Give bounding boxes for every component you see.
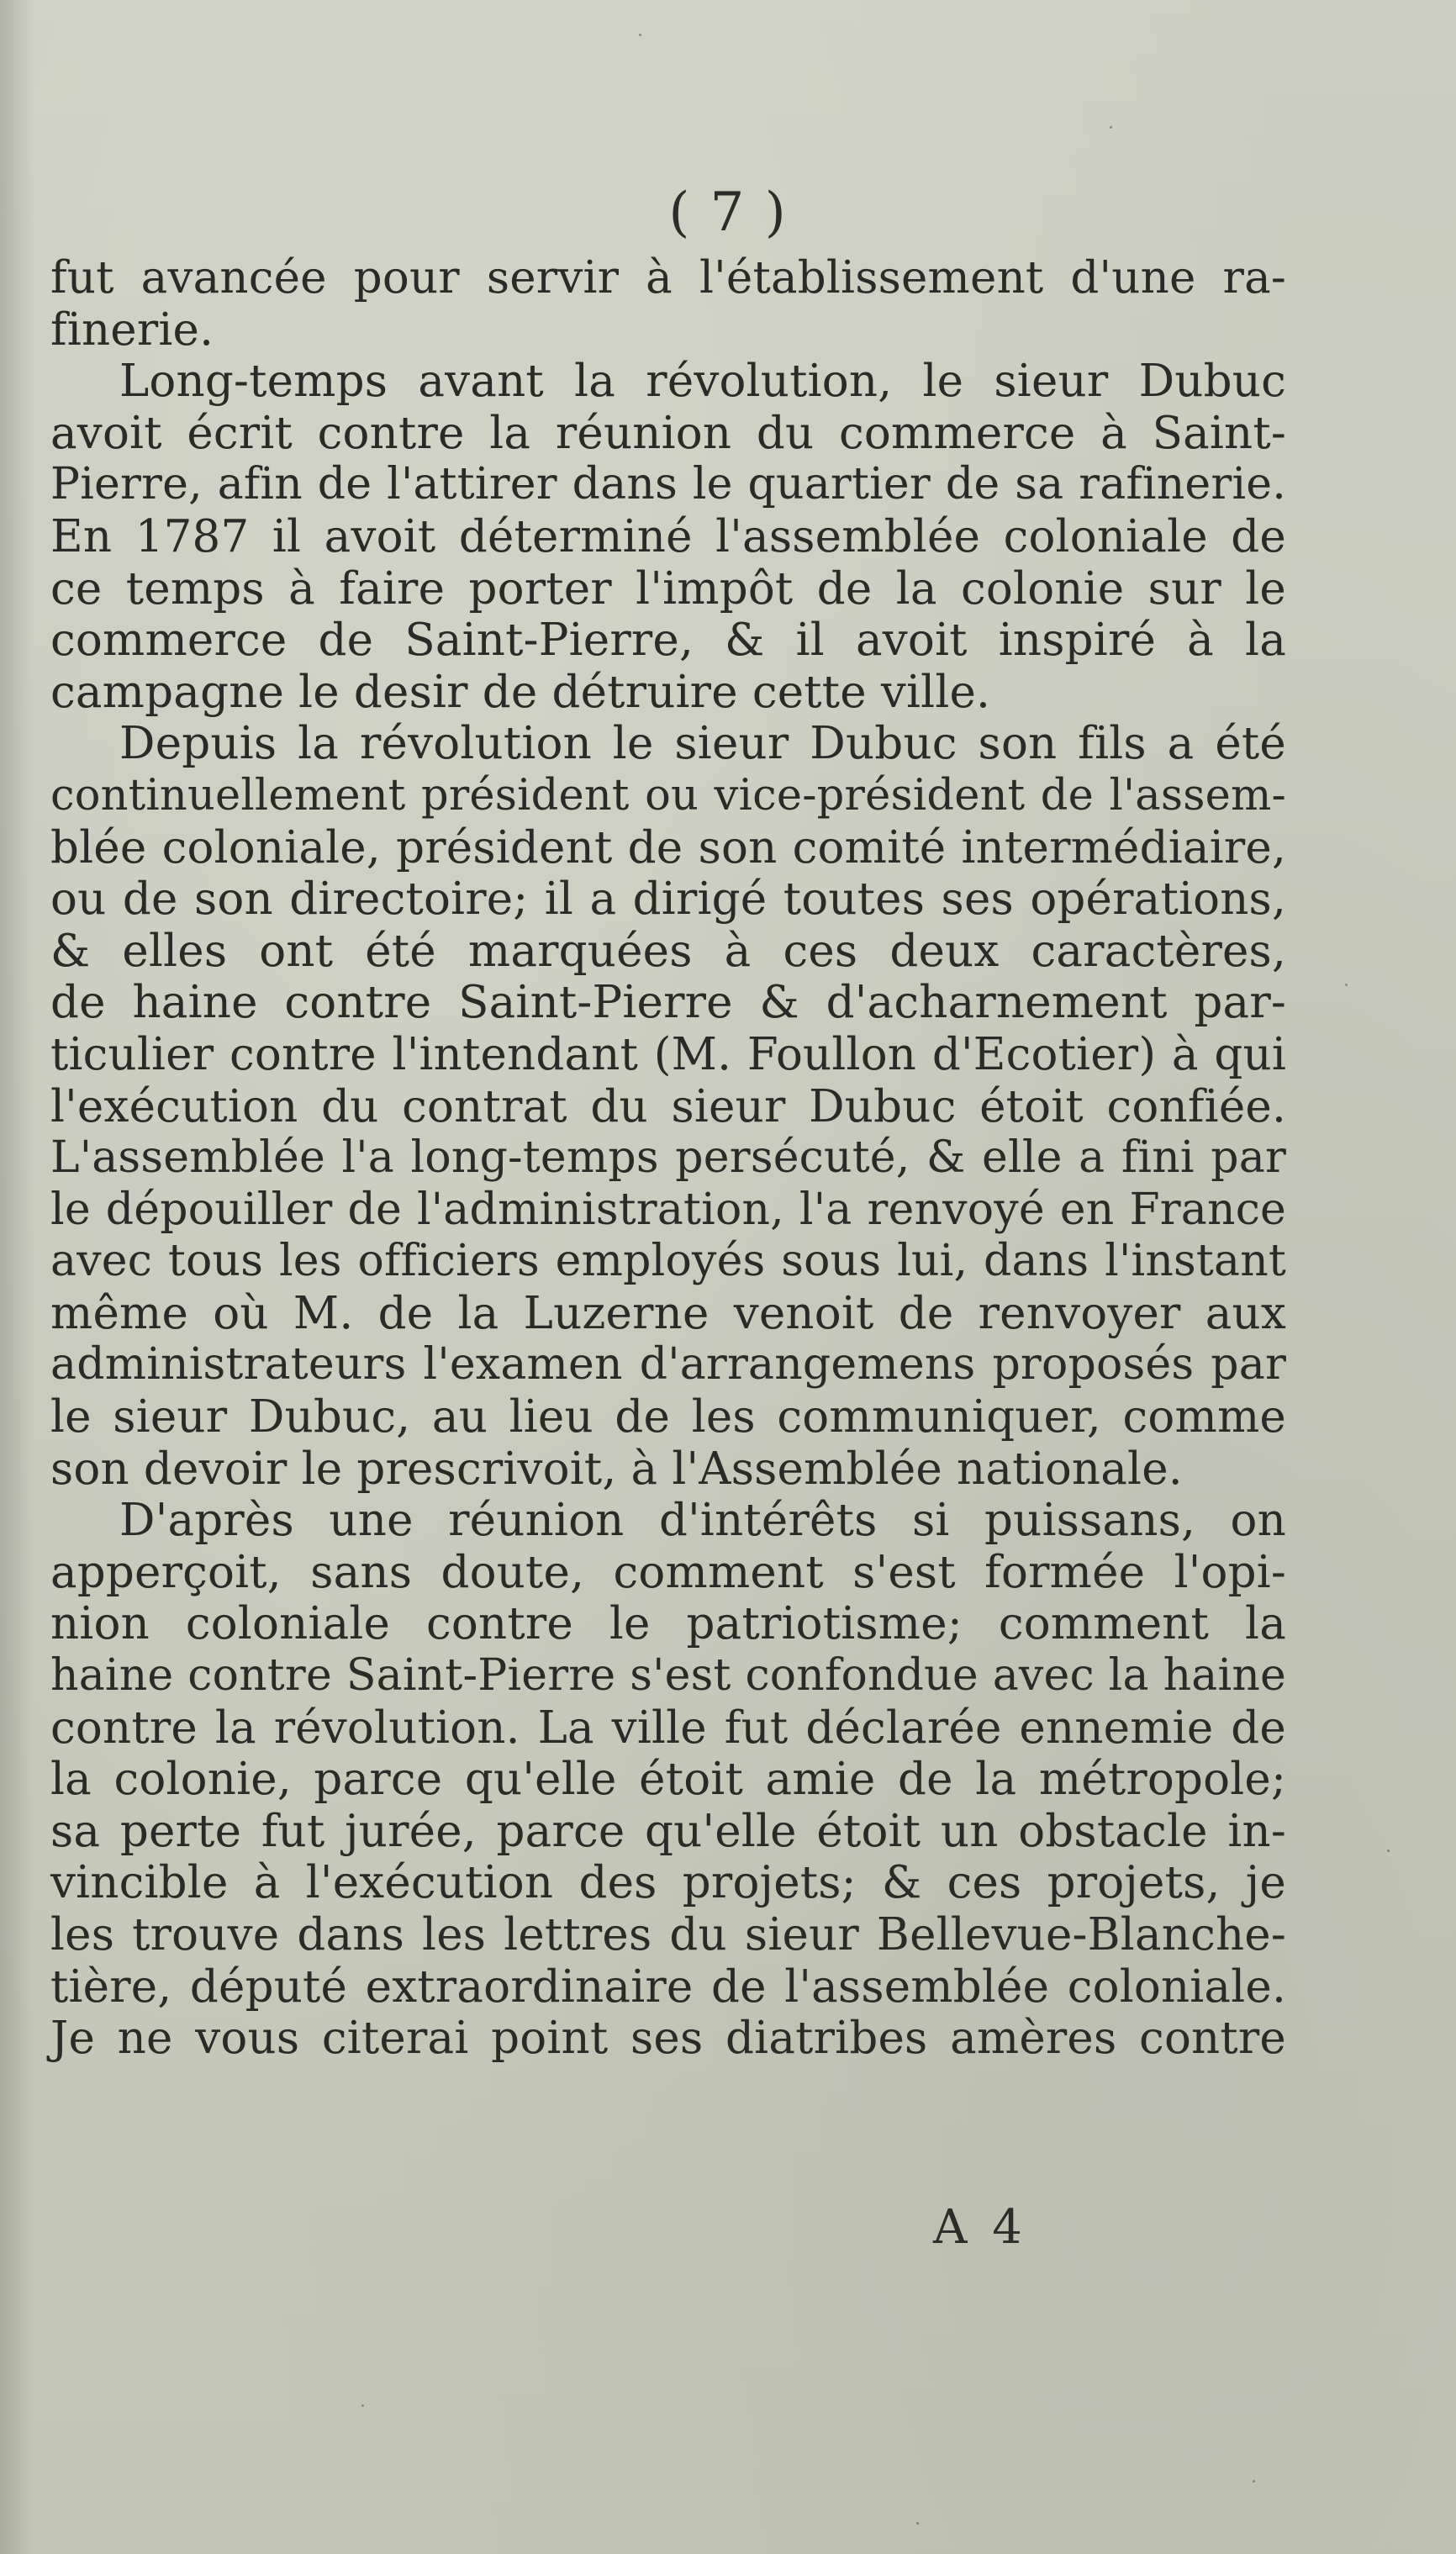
text-line: son devoir le prescrivoit, à l'Assemblée nationale. xyxy=(50,1443,1183,1495)
page-number: ( 7 ) xyxy=(668,182,788,244)
text-line: fut avancée pour servir à l'établissement d'une ra- xyxy=(50,252,1286,303)
text-line: avoit écrit contre la réunion du commerce à Saint- xyxy=(50,407,1286,459)
text-line: nion coloniale contre le patriotisme; comment la xyxy=(50,1598,1286,1650)
text-line: L'assemblée l'a long-temps persécuté, & elle a fini par xyxy=(50,1132,1286,1184)
text-line: même où M. de la Luzerne venoit de renvoyer aux xyxy=(50,1287,1286,1339)
text-line: commerce de Saint-Pierre, & il avoit inspiré à la xyxy=(50,615,1286,667)
text-line: vincible à l'exécution des projets; & ces projets, je xyxy=(50,1857,1286,1909)
text-line: le sieur Dubuc, au lieu de les communiquer, comme xyxy=(50,1391,1286,1443)
page-edge-shadow xyxy=(0,0,34,2554)
text-line: finerie. xyxy=(50,303,214,356)
text-line: sa perte fut jurée, parce qu'elle étoit un obstacle in- xyxy=(50,1805,1286,1857)
text-line: de haine contre Saint-Pierre & d'acharnement par- xyxy=(50,977,1286,1029)
text-line: D'après une réunion d'intérêts si puissans, on xyxy=(119,1495,1286,1547)
paper-speck xyxy=(639,34,641,36)
paper-speck xyxy=(1345,984,1348,986)
body-text xyxy=(50,252,1286,2065)
text-line: tière, député extraordinaire de l'assemblée coloniale. xyxy=(50,1960,1286,2013)
paper-speck xyxy=(361,2404,364,2407)
text-line: ou de son directoire; il a dirigé toutes ses opérations, xyxy=(50,873,1286,926)
paper-speck xyxy=(1253,2480,1255,2483)
text-line: la colonie, parce qu'elle étoit amie de la métropole; xyxy=(50,1754,1286,1806)
text-line: haine contre Saint-Pierre s'est confondue avec la haine xyxy=(50,1650,1286,1702)
text-line: avec tous les officiers employés sous lui, dans l'instant xyxy=(50,1236,1286,1287)
text-line: blée coloniale, président de son comité intermédiaire, xyxy=(50,821,1286,873)
text-line: En 1787 il avoit déterminé l'assemblée coloniale de xyxy=(50,510,1286,562)
text-line: l'exécution du contrat du sieur Dubuc étoit confiée. xyxy=(50,1080,1286,1132)
text-line: & elles ont été marquées à ces deux caractères, xyxy=(50,925,1286,977)
text-line: contre la révolution. La ville fut déclarée ennemie de xyxy=(50,1702,1286,1754)
text-line: ce temps à faire porter l'impôt de la colonie sur le xyxy=(50,562,1286,615)
text-line: ticulier contre l'intendant (M. Foullon d'Ecotier) à qui xyxy=(50,1028,1286,1080)
text-line: Je ne vous citerai point ses diatribes amères contre xyxy=(50,2013,1286,2065)
text-line: administrateurs l'examen d'arrangemens proposés par xyxy=(50,1339,1286,1390)
signature-mark: A 4 xyxy=(933,2200,1027,2255)
paper-speck xyxy=(1110,126,1112,129)
text-line: continuellement président ou vice-président de l'assem- xyxy=(50,770,1286,821)
text-line: apperçoit, sans doute, comment s'est formée l'opi- xyxy=(50,1546,1286,1598)
text-line: Pierre, afin de l'attirer dans le quartier de sa rafinerie. xyxy=(50,459,1286,510)
text-line: campagne le desir de détruire cette ville. xyxy=(50,666,991,718)
text-line: les trouve dans les lettres du sieur Bellevue-Blanche- xyxy=(50,1909,1286,1960)
text-line: Long-temps avant la révolution, le sieur Dubuc xyxy=(119,356,1286,408)
paper-speck xyxy=(916,2522,919,2525)
text-line: Depuis la révolution le sieur Dubuc son fils a été xyxy=(119,718,1286,770)
text-line: le dépouiller de l'administration, l'a renvoyé en France xyxy=(50,1184,1286,1235)
paper-speck xyxy=(1387,1850,1390,1852)
